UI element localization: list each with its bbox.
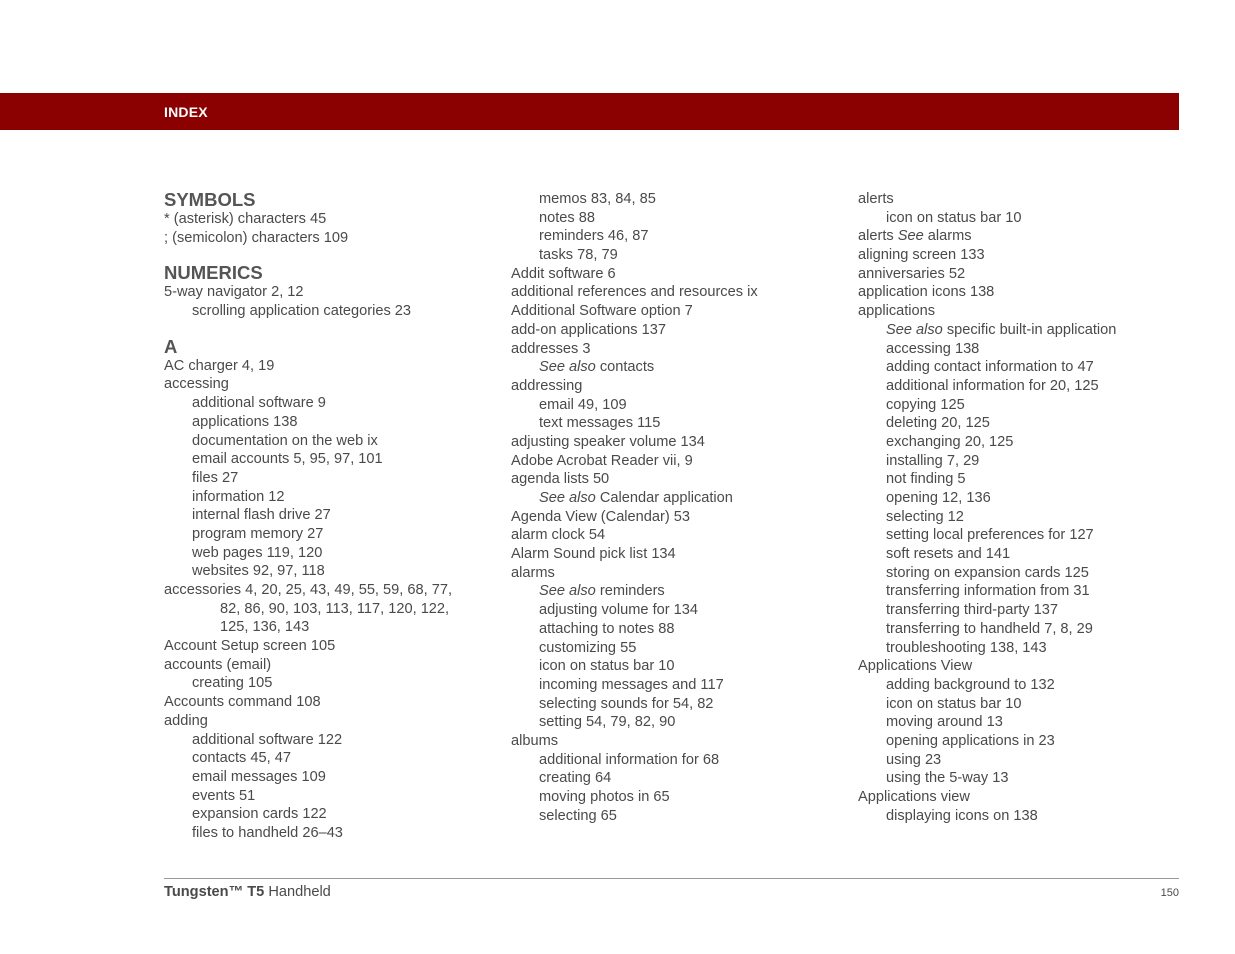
index-entry: moving photos in 65 (539, 789, 670, 805)
index-entry: using 23 (886, 751, 942, 768)
index-entry (511, 582, 841, 601)
index-entry: email accounts 5, 95, 97, 101 (192, 451, 383, 468)
index-entry: adding background to 132 (886, 676, 1055, 693)
index-entry: selecting 65 (539, 807, 617, 824)
index-entry: creating 105 (192, 675, 273, 692)
index-entry: tasks 78, 79 (539, 247, 618, 264)
index-column-1 (164, 190, 494, 843)
footer-product-name (164, 884, 331, 900)
index-entry: applications (858, 303, 936, 320)
see-reference: See (897, 228, 924, 245)
index-section-heading: NUMERICS (164, 262, 263, 284)
index-entry: opening applications in 23 (886, 732, 1055, 749)
index-entry: alarm clock 54 (511, 527, 606, 544)
see-also-reference: See also (886, 321, 943, 338)
index-entry: opening 12, 136 (886, 490, 991, 506)
page-title: INDEX (164, 104, 208, 120)
index-entry-text: alerts (858, 228, 898, 245)
index-entry: moving around 13 (886, 714, 1003, 731)
index-entry: memos 83, 84, 85 (539, 191, 656, 207)
index-entry (858, 227, 1178, 246)
index-entry: internal flash drive 27 (192, 507, 331, 524)
footer-rule (164, 878, 1179, 879)
index-section-heading: A (164, 335, 178, 357)
index-entry-text: contacts (595, 359, 655, 376)
index-entry: files to handheld 26–43 (192, 824, 343, 841)
index-entry: selecting sounds for 54, 82 (539, 695, 714, 712)
index-entry-text: Calendar application (595, 490, 733, 506)
index-entry: files 27 (192, 469, 239, 486)
index-entry-text: reminders (595, 583, 665, 600)
index-entry: albums (511, 732, 559, 749)
index-entry-text: alarms (923, 228, 972, 245)
index-entry: selecting 12 (886, 508, 964, 525)
index-entry: application icons 138 (858, 284, 995, 301)
index-entry: Account Setup screen 105 (164, 638, 336, 655)
index-entry: troubleshooting 138, 143 (886, 639, 1047, 656)
index-entry: exchanging 20, 125 (886, 433, 1014, 450)
index-entry: creating 64 (539, 770, 612, 787)
index-column-2 (511, 190, 841, 825)
index-entry: * (asterisk) characters 45 (164, 211, 327, 227)
index-entry: alerts (858, 191, 894, 207)
index-entry: Applications view (858, 789, 970, 805)
index-entry: additional references and resources ix (511, 284, 758, 301)
see-also-reference: See also (539, 583, 596, 600)
index-entry: icon on status bar 10 (886, 695, 1022, 712)
index-entry: scrolling application categories 23 (192, 303, 412, 320)
index-entry: attaching to notes 88 (539, 620, 675, 637)
index-entry: adding contact information to 47 (886, 359, 1094, 376)
index-entry: expansion cards 122 (192, 806, 327, 823)
index-section-heading: SYMBOLS (164, 189, 256, 210)
index-entry: 5-way navigator 2, 12 (164, 284, 304, 301)
index-entry: copying 125 (886, 396, 965, 413)
index-entry: add-on applications 137 (511, 321, 666, 338)
index-entry (511, 358, 841, 377)
index-entry: web pages 119, 120 (192, 544, 323, 561)
index-entry: Adobe Acrobat Reader vii, 9 (511, 452, 693, 469)
index-entry: agenda lists 50 (511, 471, 610, 488)
index-entry: Additional Software option 7 (511, 303, 693, 320)
index-entry: contacts 45, 47 (192, 750, 291, 767)
index-entry: storing on expansion cards 125 (886, 564, 1089, 581)
index-entry: soft resets and 141 (886, 546, 1011, 563)
index-entry: addresses 3 (511, 340, 591, 357)
index-entry: accessing 138 (886, 340, 980, 357)
index-entry: transferring information from 31 (886, 583, 1090, 600)
index-entry: ; (semicolon) characters 109 (164, 229, 349, 246)
index-entry: events 51 (192, 787, 256, 804)
index-entry: deleting 20, 125 (886, 415, 990, 432)
index-entry: setting 54, 79, 82, 90 (539, 714, 676, 731)
index-entry: adding (164, 712, 208, 729)
index-entry: information 12 (192, 488, 285, 505)
index-entry: addressing (511, 377, 583, 394)
index-entry: using the 5-way 13 (886, 770, 1009, 787)
index-entry: accessories 4, 20, 25, 43, 49, 55, 59, 68, 77, (164, 582, 453, 598)
index-entry: accessing (164, 376, 229, 393)
index-entry: Accounts command 108 (164, 694, 321, 711)
index-column-3 (858, 190, 1178, 825)
index-entry: accounts (email) (164, 656, 272, 673)
page-number: 150 (1160, 887, 1179, 899)
index-entry: additional information for 68 (539, 751, 720, 768)
footer-product-rest: Handheld (264, 884, 331, 900)
index-entry: text messages 115 (539, 415, 661, 432)
index-entry: displaying icons on 138 (886, 807, 1038, 824)
index-entry: program memory 27 (192, 525, 324, 542)
index-entry: additional information for 20, 125 (886, 377, 1099, 394)
footer-product-bold: Tungsten™ T5 (164, 884, 265, 900)
index-entry: applications 138 (192, 413, 298, 430)
index-entry: anniversaries 52 (858, 265, 966, 282)
index-entry: adjusting volume for 134 (539, 602, 699, 619)
index-entry: Alarm Sound pick list 134 (511, 546, 676, 563)
index-entry: adjusting speaker volume 134 (511, 433, 705, 450)
index-entry: additional software 9 (192, 395, 326, 412)
index-entry: email 49, 109 (539, 396, 627, 413)
see-also-reference: See also (539, 359, 596, 376)
index-entry: icon on status bar 10 (539, 658, 675, 675)
index-entry: incoming messages and 117 (539, 676, 724, 693)
index-entry-text: specific built-in application (942, 321, 1117, 338)
see-also-reference: See also (539, 490, 596, 506)
index-entry: installing 7, 29 (886, 452, 980, 469)
index-entry: websites 92, 97, 118 (192, 563, 325, 580)
index-entry: notes 88 (539, 209, 595, 226)
index-entry: setting local preferences for 127 (886, 527, 1094, 544)
index-entry: 82, 86, 90, 103, 113, 117, 120, 122, (220, 600, 450, 617)
index-entry: Agenda View (Calendar) 53 (511, 508, 691, 525)
index-entry: not finding 5 (886, 471, 966, 488)
index-entry: aligning screen 133 (858, 247, 985, 264)
index-entry: AC charger 4, 19 (164, 357, 275, 374)
index-entry: reminders 46, 87 (539, 228, 649, 245)
index-entry (858, 321, 1178, 340)
index-entry: transferring to handheld 7, 8, 29 (886, 620, 1093, 637)
index-entry: email messages 109 (192, 768, 326, 785)
index-entry: additional software 122 (192, 731, 343, 748)
index-entry: 125, 136, 143 (220, 619, 310, 636)
index-entry (511, 489, 841, 508)
index-entry: alarms (511, 564, 555, 581)
index-entry: icon on status bar 10 (886, 209, 1022, 226)
index-entry: Addit software 6 (511, 265, 616, 282)
index-entry: Applications View (858, 658, 973, 675)
index-entry: customizing 55 (539, 639, 637, 656)
index-entry: transferring third-party 137 (886, 602, 1058, 619)
index-entry: documentation on the web ix (192, 432, 378, 449)
